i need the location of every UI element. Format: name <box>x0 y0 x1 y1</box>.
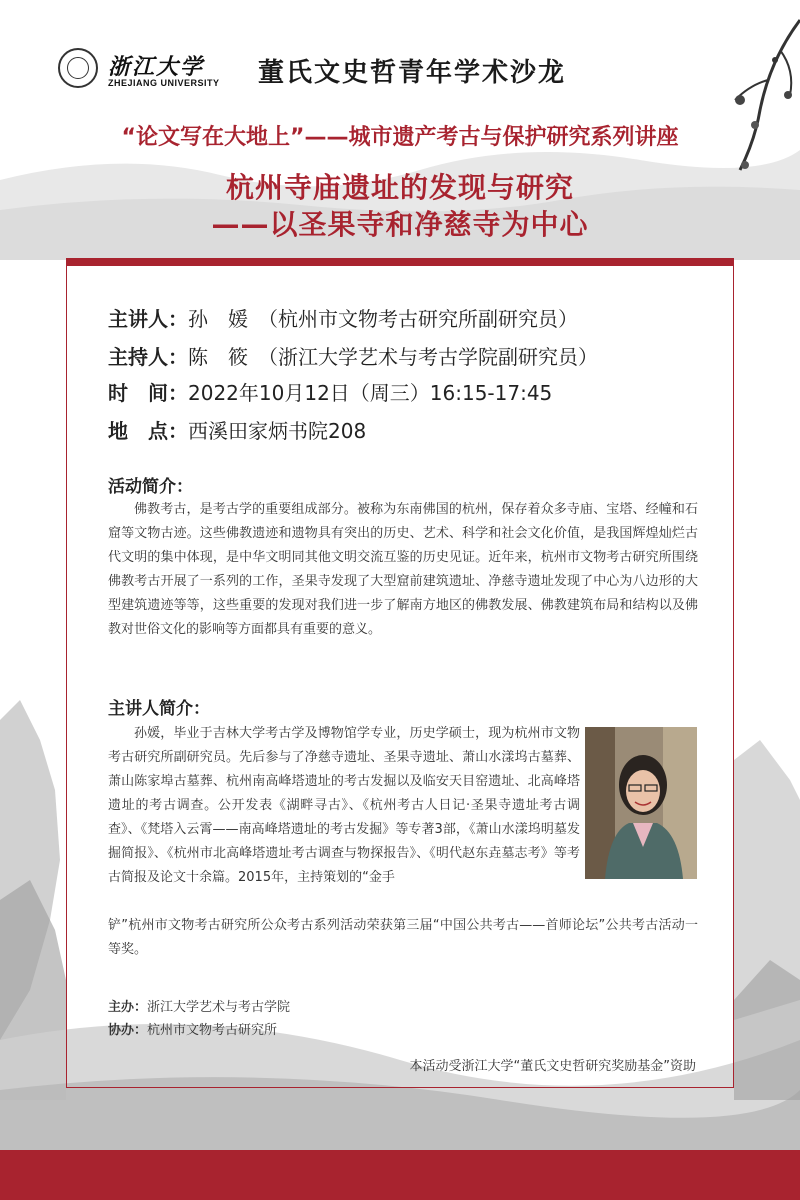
bio-title: 主讲人简介： <box>108 699 210 719</box>
funding-note: 本活动受浙江大学“董氏文史哲研究奖励基金”资助 <box>409 1059 696 1074</box>
salon-title: 董氏文史哲青年学术沙龙 <box>258 58 567 88</box>
organizer-host-value: 浙江大学艺术与考古学院 <box>147 1000 291 1015</box>
header <box>58 48 758 96</box>
series-title: “论文写在大地上”——城市遗产考古与保护研究系列讲座 <box>121 125 679 150</box>
bio-text-part1: 孙媛，毕业于吉林大学考古学及博物馆学专业，历史学硕士，现为杭州市文物考古研究所副研究员。先后参与了净慈寺遗址、圣果寺遗址、萧山水漾坞古墓葬、萧山陈家埠古墓葬、杭州南高峰塔遗址的考古发掘以及临安天目窑遗址、北高峰塔遗址的考古调查。公开发表《湖畔寻古》、《杭州考古人日记·圣果寺遗址考古调查》、《梵塔入云霄——南高峰塔遗址的考古发掘》等专著3部，《萧山水漾坞明墓发掘简报》、《杭州市北高峰塔遗址考古调查与物探报告》、《明代赵东垚墓志考》等考古简报及论文十余篇。2015年，主持策划的“金手 <box>108 726 580 885</box>
university-seal-logo <box>58 48 98 88</box>
university-name-en: ZHEJIANG UNIVERSITY <box>108 78 220 88</box>
organizer-host <box>108 996 290 1015</box>
organizer-host-label: 主办： <box>108 1000 148 1015</box>
organizer-co-value: 杭州市文物考古研究所 <box>147 1023 278 1038</box>
main-title-line1: 杭州寺庙遗址的发现与研究 <box>225 171 574 204</box>
intro-text: 佛教考古，是考古学的重要组成部分。被称为东南佛国的杭州，保存着众多寺庙、宝塔、经幢和石窟等文物古迹。这些佛教遗迹和遗物具有突出的历史、艺术、科学和社会文化价值，是我国辉煌灿烂古代文明的集中体现，是中华文明同其他文明交流互鉴的历史见证。近年来，杭州市文物考古研究所围绕佛教考古开展了一系列的工作，圣果寺发现了大型窟前建筑遗址、净慈寺遗址发现了中心为八边形的大型建筑遗迹等等，这些重要的发现对我们进一步了解南方地区的佛教发展、佛教建筑布局和结构以及佛教对世俗文化的影响等方面都具有重要的意义。 <box>108 502 698 637</box>
place-value: 西溪田家炳书院208 <box>188 419 367 443</box>
host-row <box>108 341 598 370</box>
content-box-top-bar <box>66 258 734 266</box>
speaker-value: 孙 媛 （杭州市文物考古研究所副研究员） <box>188 307 578 331</box>
time-label: 时 间： <box>108 381 188 405</box>
speaker-photo <box>585 727 697 879</box>
intro-title: 活动简介： <box>108 477 193 497</box>
organizer-co <box>108 1019 277 1038</box>
host-label: 主持人： <box>108 345 188 369</box>
place-row <box>108 415 366 444</box>
organizer-co-label: 协办： <box>108 1023 148 1038</box>
speaker-label: 主讲人： <box>108 307 188 331</box>
bottom-accent-bar <box>0 1150 800 1200</box>
university-name-cn: 浙江大学 <box>108 54 205 80</box>
main-title-line2: ——以圣果寺和净慈寺为中心 <box>211 208 589 241</box>
time-value: 2022年10月12日（周三）16:15-17:45 <box>188 381 553 405</box>
host-value: 陈 筱 （浙江大学艺术与考古学院副研究员） <box>188 345 598 369</box>
place-label: 地 点： <box>108 419 188 443</box>
time-row <box>108 377 552 406</box>
speaker-row <box>108 303 578 332</box>
bio-text-part2: 铲”杭州市文物考古研究所公众考古系列活动荣获第三届“中国公共考古——首师论坛”公共考古活动一等奖。 <box>108 918 698 957</box>
